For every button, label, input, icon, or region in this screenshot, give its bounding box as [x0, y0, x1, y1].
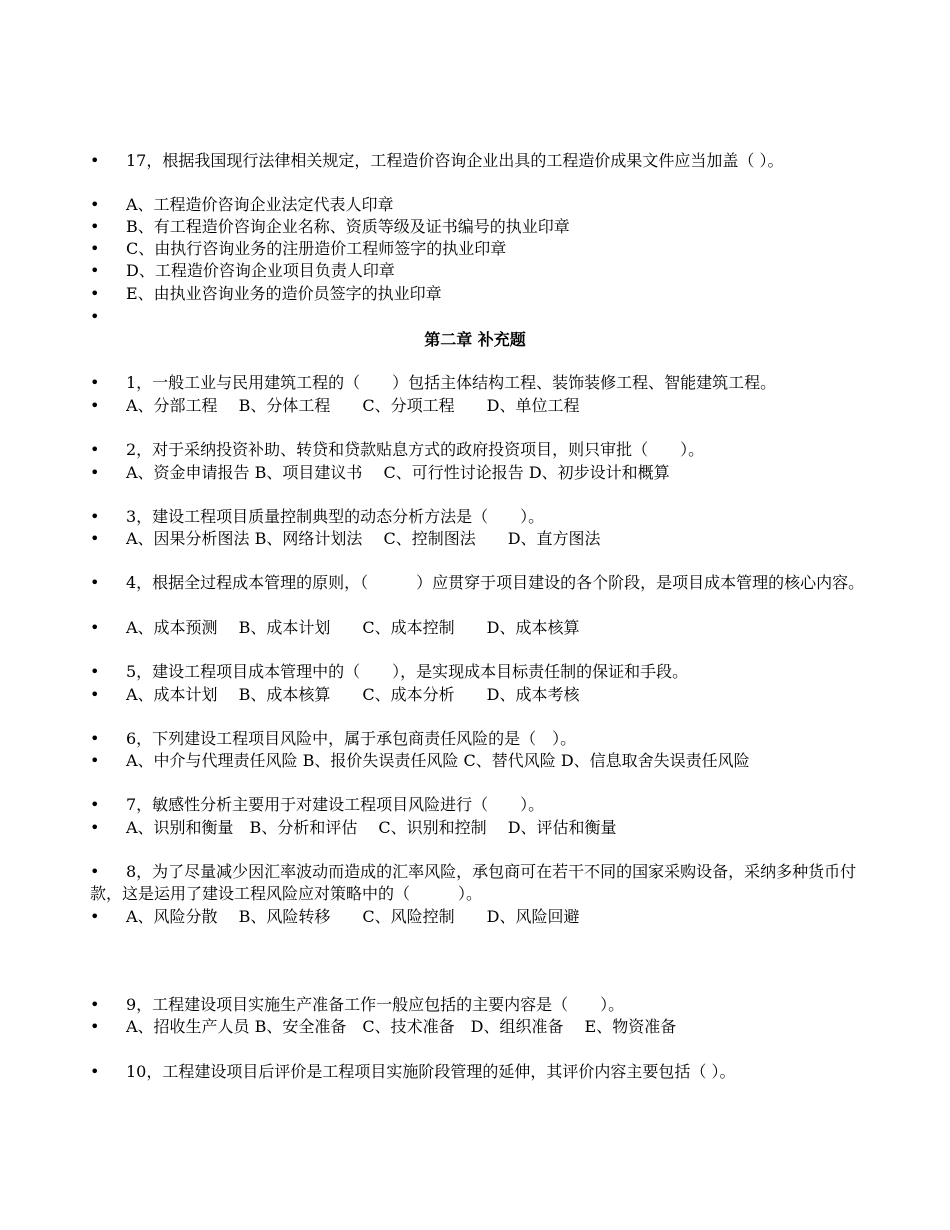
question-text: 17，根据我国现行法律相关规定，工程造价咨询企业出具的工程造价成果文件应当加盖（ ）。	[126, 151, 784, 170]
bullet: •	[90, 907, 100, 926]
options-text: A、风险分散 B、风险转移 C、风险控制 D、风险回避	[126, 907, 580, 926]
bullet: •	[90, 195, 100, 214]
question-3-options	[90, 528, 880, 550]
bullet: •	[90, 818, 100, 837]
question-1-stem	[90, 372, 880, 394]
option-text: A、工程造价咨询企业法定代表人印章	[126, 195, 394, 214]
question-7-stem	[90, 794, 880, 816]
question-text: 8，为了尽量减少因汇率波动而造成的汇率风险，承包商可在若干不同的国家采购设备，采纳多种货币付款，这是运用了建设工程风险应对策略中的（ ）。	[90, 862, 857, 903]
bullet: •	[90, 729, 100, 748]
bullet: •	[90, 373, 100, 392]
q17-option-e	[90, 283, 880, 305]
q17-option-a	[90, 194, 880, 216]
question-text: 3，建设工程项目质量控制典型的动态分析方法是（ ）。	[126, 507, 545, 526]
question-5-stem	[90, 661, 880, 683]
question-text: 5，建设工程项目成本管理中的（ ），是实现成本目标责任制的保证和手段。	[126, 662, 689, 681]
question-text: 9，工程建设项目实施生产准备工作一般应包括的主要内容是（ ）。	[126, 995, 625, 1014]
question-text: 7，敏感性分析主要用于对建设工程项目风险进行（ ）。	[126, 795, 545, 814]
bullet: •	[90, 685, 100, 704]
options-text: A、成本预测 B、成本计划 C、成本控制 D、成本核算	[126, 618, 580, 637]
question-3-stem	[90, 506, 880, 528]
question-8-stem	[90, 861, 880, 905]
question-4-stem	[90, 572, 880, 594]
question-1-options	[90, 395, 880, 417]
bullet: •	[90, 751, 100, 770]
question-8-options	[90, 906, 880, 928]
option-text: D、工程造价咨询企业项目负责人印章	[126, 261, 395, 280]
options-text: A、中介与代理责任风险 B、报价失误责任风险 C、替代风险 D、信息取舍失误责任风险	[126, 751, 750, 770]
bullet: •	[90, 662, 100, 681]
option-text: E、由执业咨询业务的造价员签字的执业印章	[126, 284, 442, 303]
bullet: •	[90, 440, 100, 459]
options-text: A、资金申请报告 B、项目建议书 C、可行性讨论报告 D、初步设计和概算	[126, 463, 670, 482]
question-text: 4，根据全过程成本管理的原则，（ ）应贯穿于项目建设的各个阶段，是项目成本管理的核心内容。	[126, 573, 865, 592]
bullet: •	[90, 151, 100, 170]
bullet: •	[90, 618, 100, 637]
question-4-options	[90, 617, 880, 639]
option-text: C、由执行咨询业务的注册造价工程师签字的执业印章	[126, 239, 507, 258]
bullet: •	[90, 463, 100, 482]
question-9-stem	[90, 994, 880, 1016]
q17-stem	[90, 150, 880, 172]
bullet: •	[90, 217, 100, 236]
option-text: B、有工程造价咨询企业名称、资质等级及证书编号的执业印章	[126, 217, 570, 236]
chapter-title: 第二章 补充题	[424, 330, 526, 349]
options-text: A、分部工程 B、分体工程 C、分项工程 D、单位工程	[126, 396, 580, 415]
bullet: •	[90, 1017, 100, 1036]
options-text: A、识别和衡量 B、分析和评估 C、识别和控制 D、评估和衡量	[126, 818, 617, 837]
question-text: 2，对于采纳投资补助、转贷和贷款贴息方式的政府投资项目，则只审批（ ）。	[126, 440, 705, 459]
bullet: •	[90, 307, 100, 326]
bullet: •	[90, 239, 100, 258]
q17-option-d	[90, 260, 880, 282]
bullet: •	[90, 507, 100, 526]
question-text: 1，一般工业与民用建筑工程的（ ）包括主体结构工程、装饰装修工程、智能建筑工程。	[126, 373, 777, 392]
question-9-options	[90, 1016, 880, 1038]
question-5-options	[90, 684, 880, 706]
q17-option-c	[90, 238, 880, 260]
question-7-options	[90, 817, 880, 839]
empty-list-item	[90, 306, 880, 328]
bullet: •	[90, 862, 100, 881]
options-text: A、成本计划 B、成本核算 C、成本分析 D、成本考核	[126, 685, 580, 704]
question-2-options	[90, 462, 880, 484]
bullet: •	[90, 396, 100, 415]
question-text: 10，工程建设项目后评价是工程项目实施阶段管理的延伸，其评价内容主要包括（ ）。	[126, 1062, 736, 1081]
bullet: •	[90, 529, 100, 548]
bullet: •	[90, 1062, 100, 1081]
question-6-stem	[90, 728, 880, 750]
question-10-stem	[90, 1061, 880, 1083]
q17-option-b	[90, 216, 880, 238]
question-2-stem	[90, 439, 880, 461]
options-text: A、因果分析图法 B、网络计划法 C、控制图法 D、直方图法	[126, 529, 601, 548]
bullet: •	[90, 284, 100, 303]
bullet: •	[90, 573, 100, 592]
bullet: •	[90, 795, 100, 814]
options-text: A、招收生产人员 B、安全准备 C、技术准备 D、组织准备 E、物资准备	[126, 1017, 677, 1036]
question-6-options	[90, 750, 880, 772]
bullet: •	[90, 261, 100, 280]
question-text: 6，下列建设工程项目风险中，属于承包商责任风险的是（ ）。	[126, 729, 577, 748]
bullet: •	[90, 995, 100, 1014]
